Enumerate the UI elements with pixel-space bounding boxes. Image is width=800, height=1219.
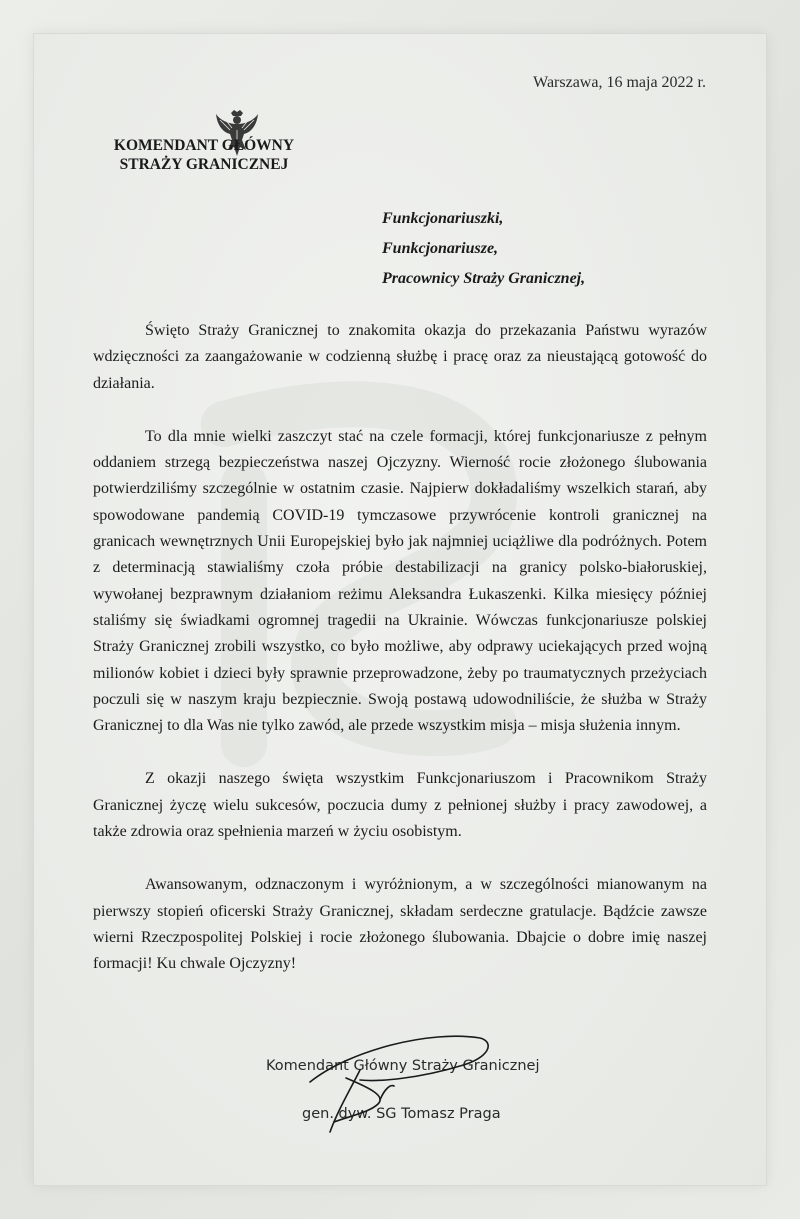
body-paragraph: To dla mnie wielki zaszczyt stać na czele formacji, której funkcjonariusze z pełnym oddaniem strzegą bezpieczeństwa naszej Ojczyzny. Wierność rocie złożonego ślubowania potwierdziliśmy szczególnie w ostatnim czasie. Najpierw dokładaliśmy wszelkich starań, aby spowodowane pandemią COVID-19 tymczasowe przywrócenie kontroli granicznej na granicach wewnętrznych Unii Europejskiej było jak najmniej uciążliwe dla podróżnych. Potem z determinacją stawialiśmy czoła próbie destabilizacji na granicy polsko-białoruskiej, wywołanej bezprawnym działaniom reżimu Aleksandra Łukaszenki. Kilka miesięcy później staliśmy się świadkami ogromnej tragedii na Ukrainie. Wówczas funkcjonariusze polskiej Straży Granicznej zrobili wszystko, co było możliwe, aby odprawy uciekających przed wojną milionów kobiet i dzieci były sprawnie przeprowadzone, żeby po traumatycznych przeżyciach poczuli się w naszym kraju bezpiecznie. Swoją postawą udowodniliście, że służba w Straży Granicznej to dla Was nie tylko zawód, ale przede wszystkim misja – misja służenia innym. [93, 427, 707, 735]
salutation-line: Funkcjonariuszki, [382, 210, 504, 227]
body-paragraph: Z okazji naszego święta wszystkim Funkcjonariuszom i Pracownikom Straży Granicznej życzę wielu sukcesów, poczucia dumy z pełnionej służby i pracy zawodowej, a także zdrowia oraz spełnienia marzeń w życiu osobistym. [93, 770, 707, 841]
body-paragraph: Awansowanym, odznaczonym i wyróżnionym, a w szczególności mianowanym na pierwszy stopień oficerski Straży Granicznej, składam serdeczne gratulacje. Bądźcie zawsze wierni Rzeczpospolitej Polskiej i rocie złożonego ślubowania. Dbajcie o dobre imię naszej formacji! Ku chwale Ojczyzny! [93, 876, 707, 973]
issuer-line: KOMENDANT GŁÓWNY [113, 137, 295, 154]
signature-name: gen. dyw. SG Tomasz Praga [302, 1106, 501, 1122]
salutation-line: Funkcjonariusze, [382, 240, 499, 257]
place-date: Warszawa, 16 maja 2022 r. [533, 74, 706, 91]
body-paragraph: Święto Straży Granicznej to znakomita okazja do przekazania Państwu wyrazów wdzięczności za zaangażowanie w codzienną służbę i pracę oraz za nieustającą gotowość do działania. [93, 322, 707, 392]
handwritten-signature-icon [290, 1020, 500, 1150]
letter-body [93, 318, 707, 1005]
issuer-heading [94, 136, 314, 174]
salutation [382, 204, 585, 294]
salutation-line: Pracownicy Straży Granicznej, [382, 270, 586, 287]
signature-title: Komendant Główny Straży Granicznej [266, 1058, 540, 1074]
issuer-line: STRAŻY GRANICZNEJ [119, 156, 289, 173]
